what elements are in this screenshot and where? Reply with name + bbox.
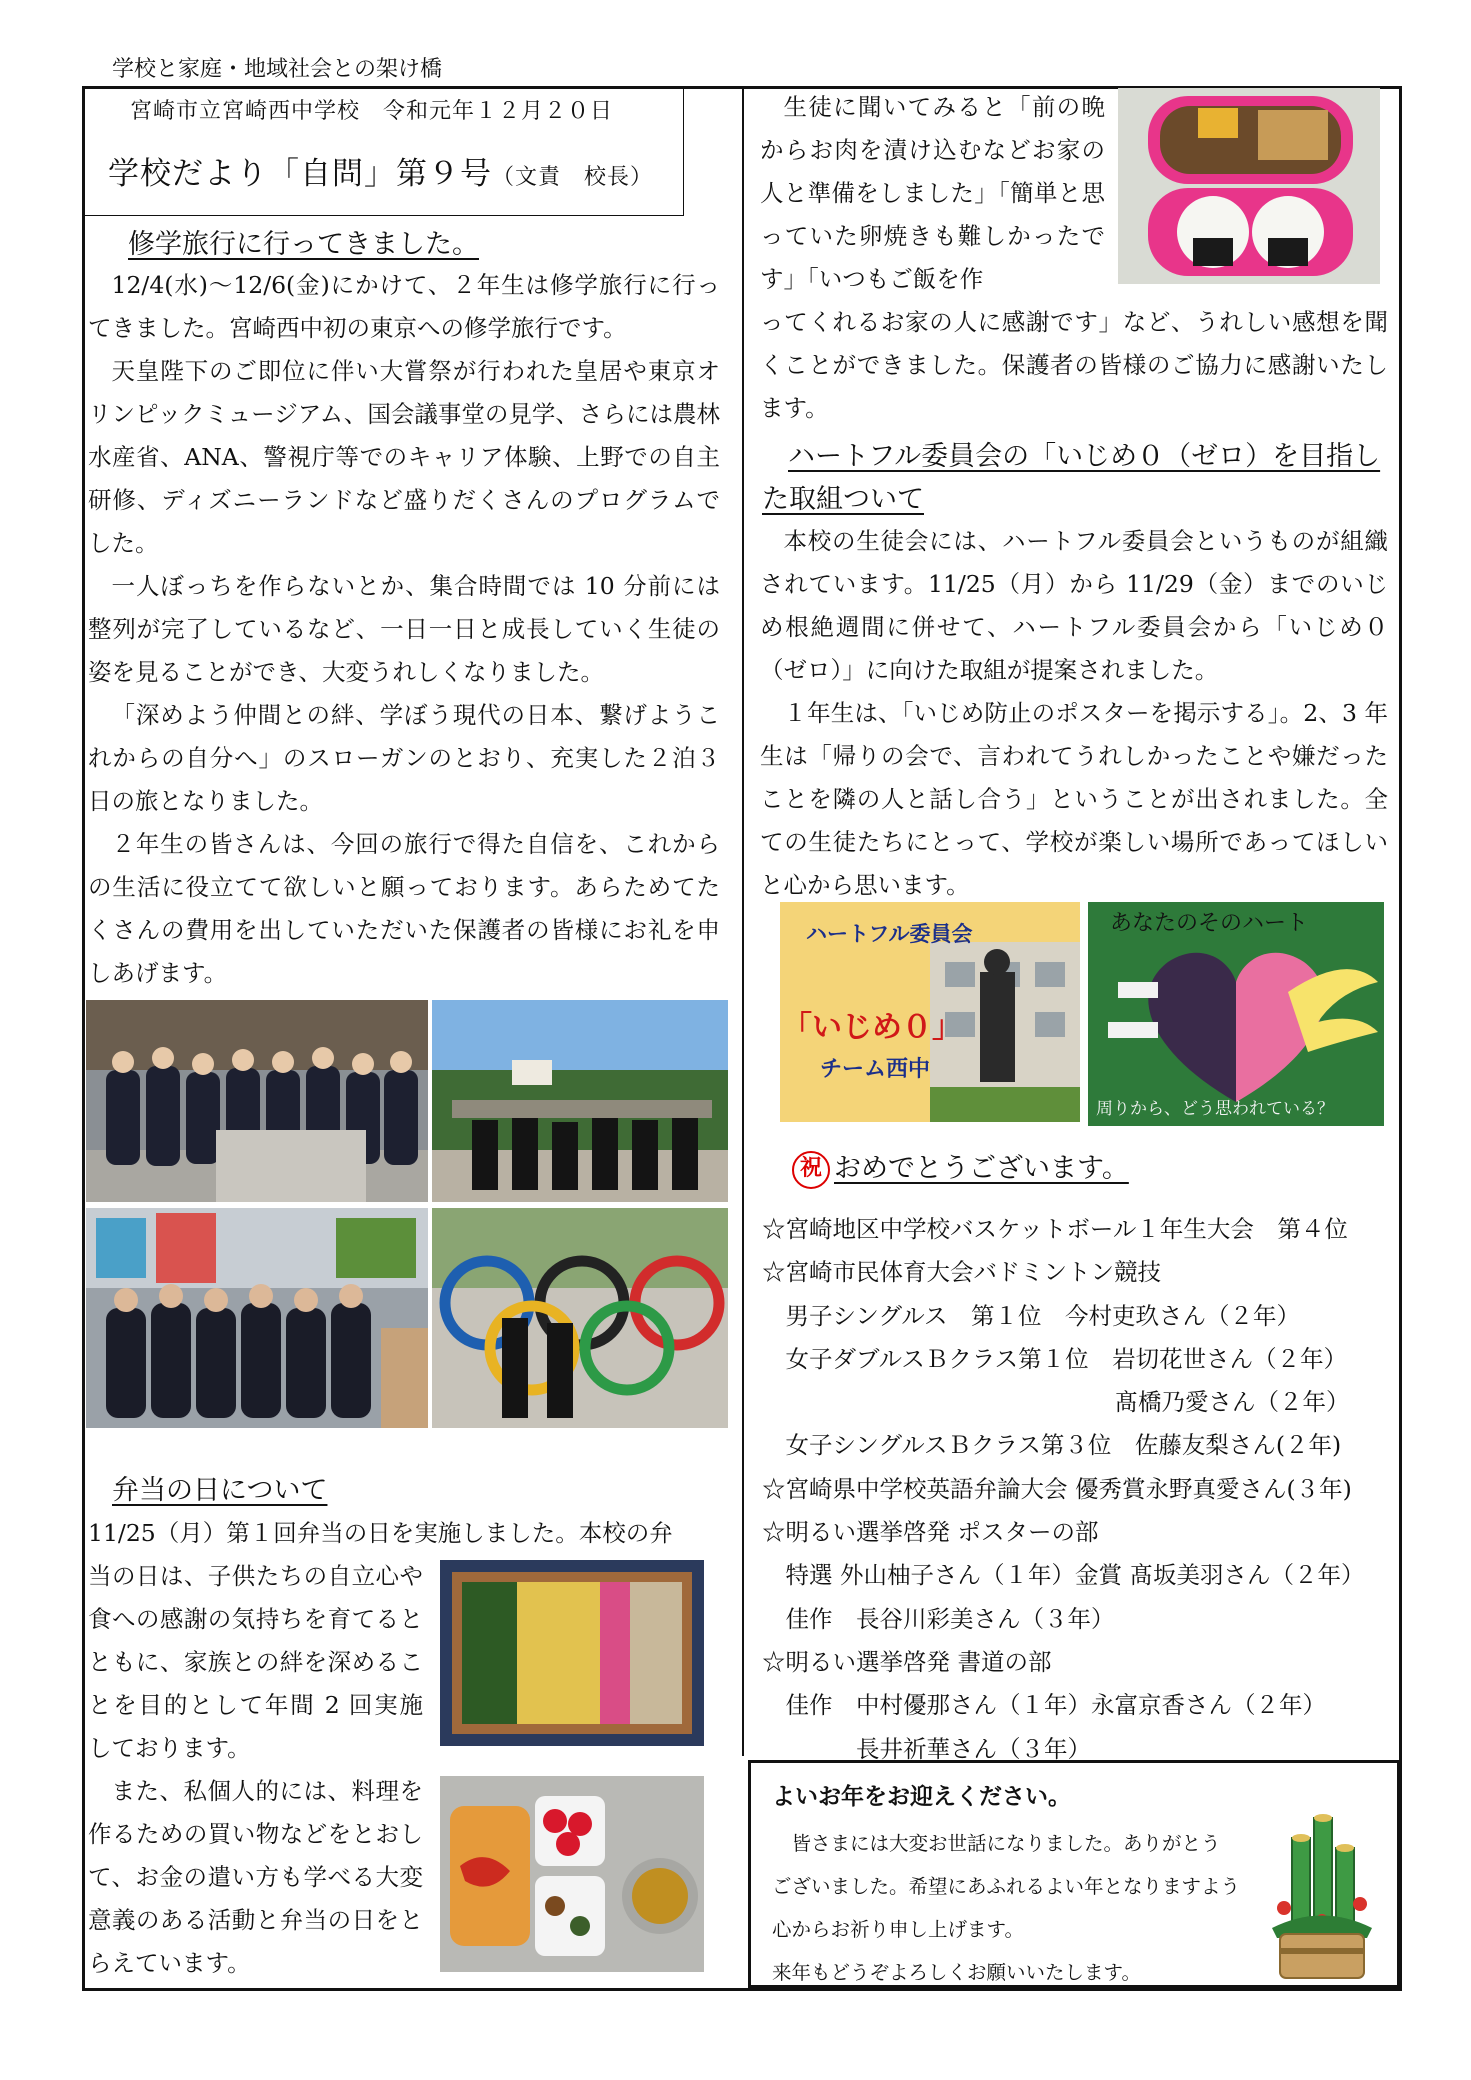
congrats-heading	[792, 1146, 1129, 1189]
poster-slogan: 「いじめ０」	[782, 1010, 962, 1045]
trip-heading: 修学旅行に行ってきました。	[128, 229, 479, 260]
trip-body	[88, 264, 720, 995]
bento-photo-lunch	[440, 1776, 704, 1972]
newsletter-tagline: 学校と家庭・地域社会との架け橋	[112, 57, 443, 82]
heartful-body	[760, 520, 1388, 907]
trip-photo-museum	[86, 1208, 428, 1428]
heartful-paragraph: １年生は、「いじめ防止のポスターを掲示する」。2、3 年生は「帰りの会で、言われてうれしかったことや嫌だったことを隣の人と話し合う」ということが出されました。全ての生徒たちにとって、学校が楽しい場所であってほしいと心から思います。	[760, 699, 1388, 899]
bento-heading: 弁当の日について	[112, 1475, 328, 1506]
bento-paragraph: 当の日は、子供たちの自立心や食への感謝の気持ちを育てるとともに、家族との絆を深めることを目的として年間 2 回実施しております。	[88, 1562, 423, 1762]
heartful-heading: ハートフル委員会の「いじめ０（ゼロ）を目指し	[788, 441, 1381, 472]
award-line: 男子シングルス 第１位 今村吏玖さん（２年）	[762, 1301, 1301, 1330]
poster-team: チーム西中	[820, 1057, 931, 1082]
award-line: 佳作 中村優那さん（１年）永富京香さん（２年）	[762, 1691, 1326, 1720]
celebration-mark-icon: 祝	[792, 1151, 830, 1189]
heart-drawing-poster	[1088, 902, 1384, 1126]
trip-paragraph: 一人ぼっちを作らないとか、集合時間では 10 分前には整列が完了しているなど、一日一日と成長していく生徒の姿を見ることができ、大変うれしくなりました。	[88, 572, 720, 686]
congrats-heading-text: おめでとうございます。	[834, 1153, 1129, 1184]
trip-paragraph: ２年生の皆さんは、今回の旅行で得た自信を、これからの生活に役立てて欲しいと願っております。あらためてたくさんの費用を出していただいた保護者の皆様にお礼を申しあげます。	[88, 830, 720, 987]
column-divider	[742, 86, 744, 1756]
bento-photo-box	[440, 1560, 704, 1746]
bento-continued-paragraph: 生徒に聞いてみると「前の晩からお肉を漬け込むなどお家の人と準備をしました」「簡単と思っていた卵焼きも難しかったです」「いつもご飯を作	[760, 93, 1105, 293]
school-and-date: 宮崎市立宮崎西中学校 令和元年１２月２０日	[130, 99, 614, 124]
new-year-title: よいお年をお迎えください。	[772, 1784, 1071, 1810]
award-line: 女子ダブルスＢクラス第１位 岩切花世さん（２年）	[762, 1344, 1348, 1373]
bento-photo-onigiri	[1118, 88, 1380, 284]
new-year-message	[772, 1822, 1240, 1994]
poster-title: ハートフル委員会	[806, 922, 973, 946]
award-line: ☆宮崎市民体育大会バドミントン競技	[762, 1258, 1162, 1287]
awards-list	[762, 1208, 1398, 1771]
award-line: 特選 外山柚子さん（１年）金賞 髙坂美羽さん（２年）	[762, 1561, 1365, 1590]
bento-continued-rest	[760, 301, 1388, 430]
trip-photo-palace	[432, 1000, 728, 1202]
bento-paragraph: また、私個人的には、料理を作るための買い物などをとおして、お金の遣い方も学べる大変意義のある活動と弁当の日をとらえています。	[88, 1777, 423, 1977]
kadomatsu-icon	[1262, 1808, 1382, 1980]
trip-paragraph: 12/4(水)～12/6(金)にかけて、２年生は修学旅行に行ってきました。宮崎西中初の東京への修学旅行です。	[88, 271, 720, 342]
bento-body	[88, 1555, 423, 1985]
poster2-title: あなたのそのハート	[1110, 911, 1309, 936]
author-note: （文責 校長）	[492, 165, 654, 190]
award-line: 長井祈華さん（３年）	[762, 1734, 1091, 1763]
new-year-line: 皆さまには大変お世話になりました。ありがとう	[772, 1832, 1221, 1855]
award-line: ☆宮崎県中学校英語弁論大会 優秀賞永野真愛さん(３年)	[762, 1474, 1352, 1503]
trip-photo-group	[86, 1000, 428, 1202]
award-line: ☆明るい選挙啓発 書道の部	[762, 1647, 1052, 1676]
award-line: 女子シングルスＢクラス第３位 佐藤友梨さん(２年)	[762, 1431, 1342, 1460]
new-year-line: ございました。希望にあふれるよい年となりますよう	[772, 1875, 1241, 1898]
award-line: ☆明るい選挙啓発 ポスターの部	[762, 1518, 1099, 1547]
trip-paragraph: 「深めよう仲間との絆、学ぼう現代の日本、繋げようこれからの自分へ」のスローガンのとおり、充実した２泊３日の旅となりました。	[88, 701, 720, 815]
new-year-line: 来年もどうぞよろしくお願いいたします。	[772, 1961, 1141, 1984]
trip-photo-olympic-rings	[432, 1208, 728, 1428]
bento-continued-paragraph: ってくれるお家の人に感謝です」など、うれしい感想を聞くことができました。保護者の皆様のご協力に感謝いたします。	[760, 308, 1388, 422]
new-year-line: 心からお祈り申し上げます。	[772, 1918, 1024, 1941]
award-line: 髙橋乃愛さん（２年）	[762, 1388, 1350, 1417]
trip-paragraph: 天皇陛下のご即位に伴い大嘗祭が行われた皇居や東京オリンピックミュージアム、国会議事堂の見学、さらには農林水産省、ANA、警視庁等でのキャリア体験、上野での自主研修、ディズニーランドなど盛りだくさんのプログラムでした。	[88, 357, 720, 557]
award-line: ☆宮崎地区中学校バスケットボール１年生大会 第４位	[762, 1215, 1348, 1243]
bento-intro: 11/25（月）第１回弁当の日を実施しました。本校の弁	[88, 1519, 673, 1547]
heartful-heading-2: た取組ついて	[762, 484, 924, 515]
newsletter-title	[108, 148, 653, 193]
heartful-poster	[780, 902, 1080, 1122]
bento-continued-top	[760, 86, 1105, 301]
title-text: 学校だより「自問」第９号	[108, 156, 492, 192]
heartful-paragraph: 本校の生徒会には、ハートフル委員会というものが組織されています。11/25（月）から 11/29（金）までのいじめ根絶週間に併せて、ハートフル委員会から「いじめ０（ゼロ）」に向けた取組が提案されました。	[760, 527, 1388, 684]
award-line: 佳作 長谷川彩美さん（３年）	[762, 1604, 1115, 1633]
poster2-caption: 周りから、どう思われている？	[1096, 1099, 1334, 1119]
